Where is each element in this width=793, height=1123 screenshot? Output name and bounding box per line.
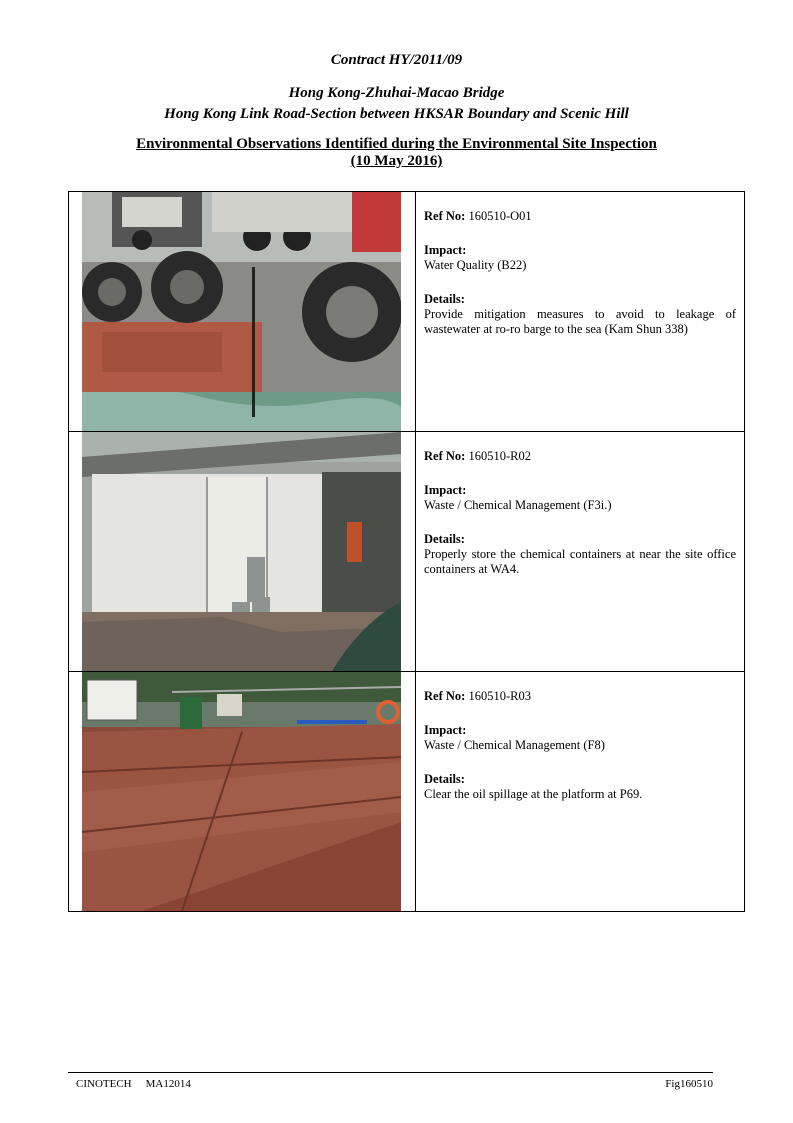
table-row (69, 672, 745, 912)
container-photo-image (82, 432, 401, 671)
ref-line (424, 209, 736, 224)
table-row (69, 432, 745, 672)
ref-line (424, 689, 736, 704)
photo-barge (82, 192, 401, 431)
footer-figure-number: Fig160510 (665, 1078, 713, 1090)
details-value: Provide mitigation measures to avoid to leakage of wastewater at ro-ro barge to the sea (Kam Shun 338) (424, 307, 736, 336)
table-row (69, 192, 745, 432)
photo-cell (69, 432, 416, 672)
ref-number: 160510-R03 (468, 689, 531, 703)
details-value: Properly store the chemical containers at near the site office containers at WA4. (424, 547, 736, 576)
photo-platform (82, 672, 401, 911)
impact-label: Impact: (424, 723, 467, 737)
project-title-line2: Hong Kong Link Road-Section between HKSAR Boundary and Scenic Hill (164, 106, 629, 122)
contract-number: Contract HY/2011/09 (330, 52, 463, 68)
details-label: Details: (424, 532, 465, 546)
impact-value: Water Quality (B22) (424, 258, 527, 272)
impact-value: Waste / Chemical Management (F3i.) (424, 498, 612, 512)
details-label: Details: (424, 772, 465, 786)
document-header (0, 50, 793, 170)
ref-label: Ref No: (424, 449, 466, 463)
details-value: Clear the oil spillage at the platform at P69. (424, 787, 643, 801)
footer-code: MA12014 (145, 1078, 191, 1090)
observation-details-cell (416, 192, 745, 432)
impact-label: Impact: (424, 243, 467, 257)
ref-label: Ref No: (424, 689, 466, 703)
section-heading: Environmental Observations Identified during the Environmental Site Inspection (136, 136, 657, 152)
ref-line (424, 449, 736, 464)
project-title-line1: Hong Kong-Zhuhai-Macao Bridge (288, 85, 505, 101)
inspection-date: (10 May 2016) (350, 153, 443, 169)
footer-left (76, 1078, 205, 1090)
details-label: Details: (424, 292, 465, 306)
photo-cell (69, 192, 416, 432)
ref-label: Ref No: (424, 209, 466, 223)
platform-photo-image (82, 672, 401, 911)
photo-cell (69, 672, 416, 912)
observation-details-cell (416, 672, 745, 912)
photo-chemical-store (82, 432, 401, 671)
footer-company: CINOTECH (76, 1078, 132, 1090)
impact-value: Waste / Chemical Management (F8) (424, 738, 605, 752)
ref-number: 160510-R02 (468, 449, 531, 463)
observation-details-cell (416, 432, 745, 672)
ref-number: 160510-O01 (468, 209, 532, 223)
observations-table (68, 191, 745, 912)
barge-photo-image (82, 192, 401, 431)
impact-label: Impact: (424, 483, 467, 497)
footer-divider (68, 1072, 713, 1073)
